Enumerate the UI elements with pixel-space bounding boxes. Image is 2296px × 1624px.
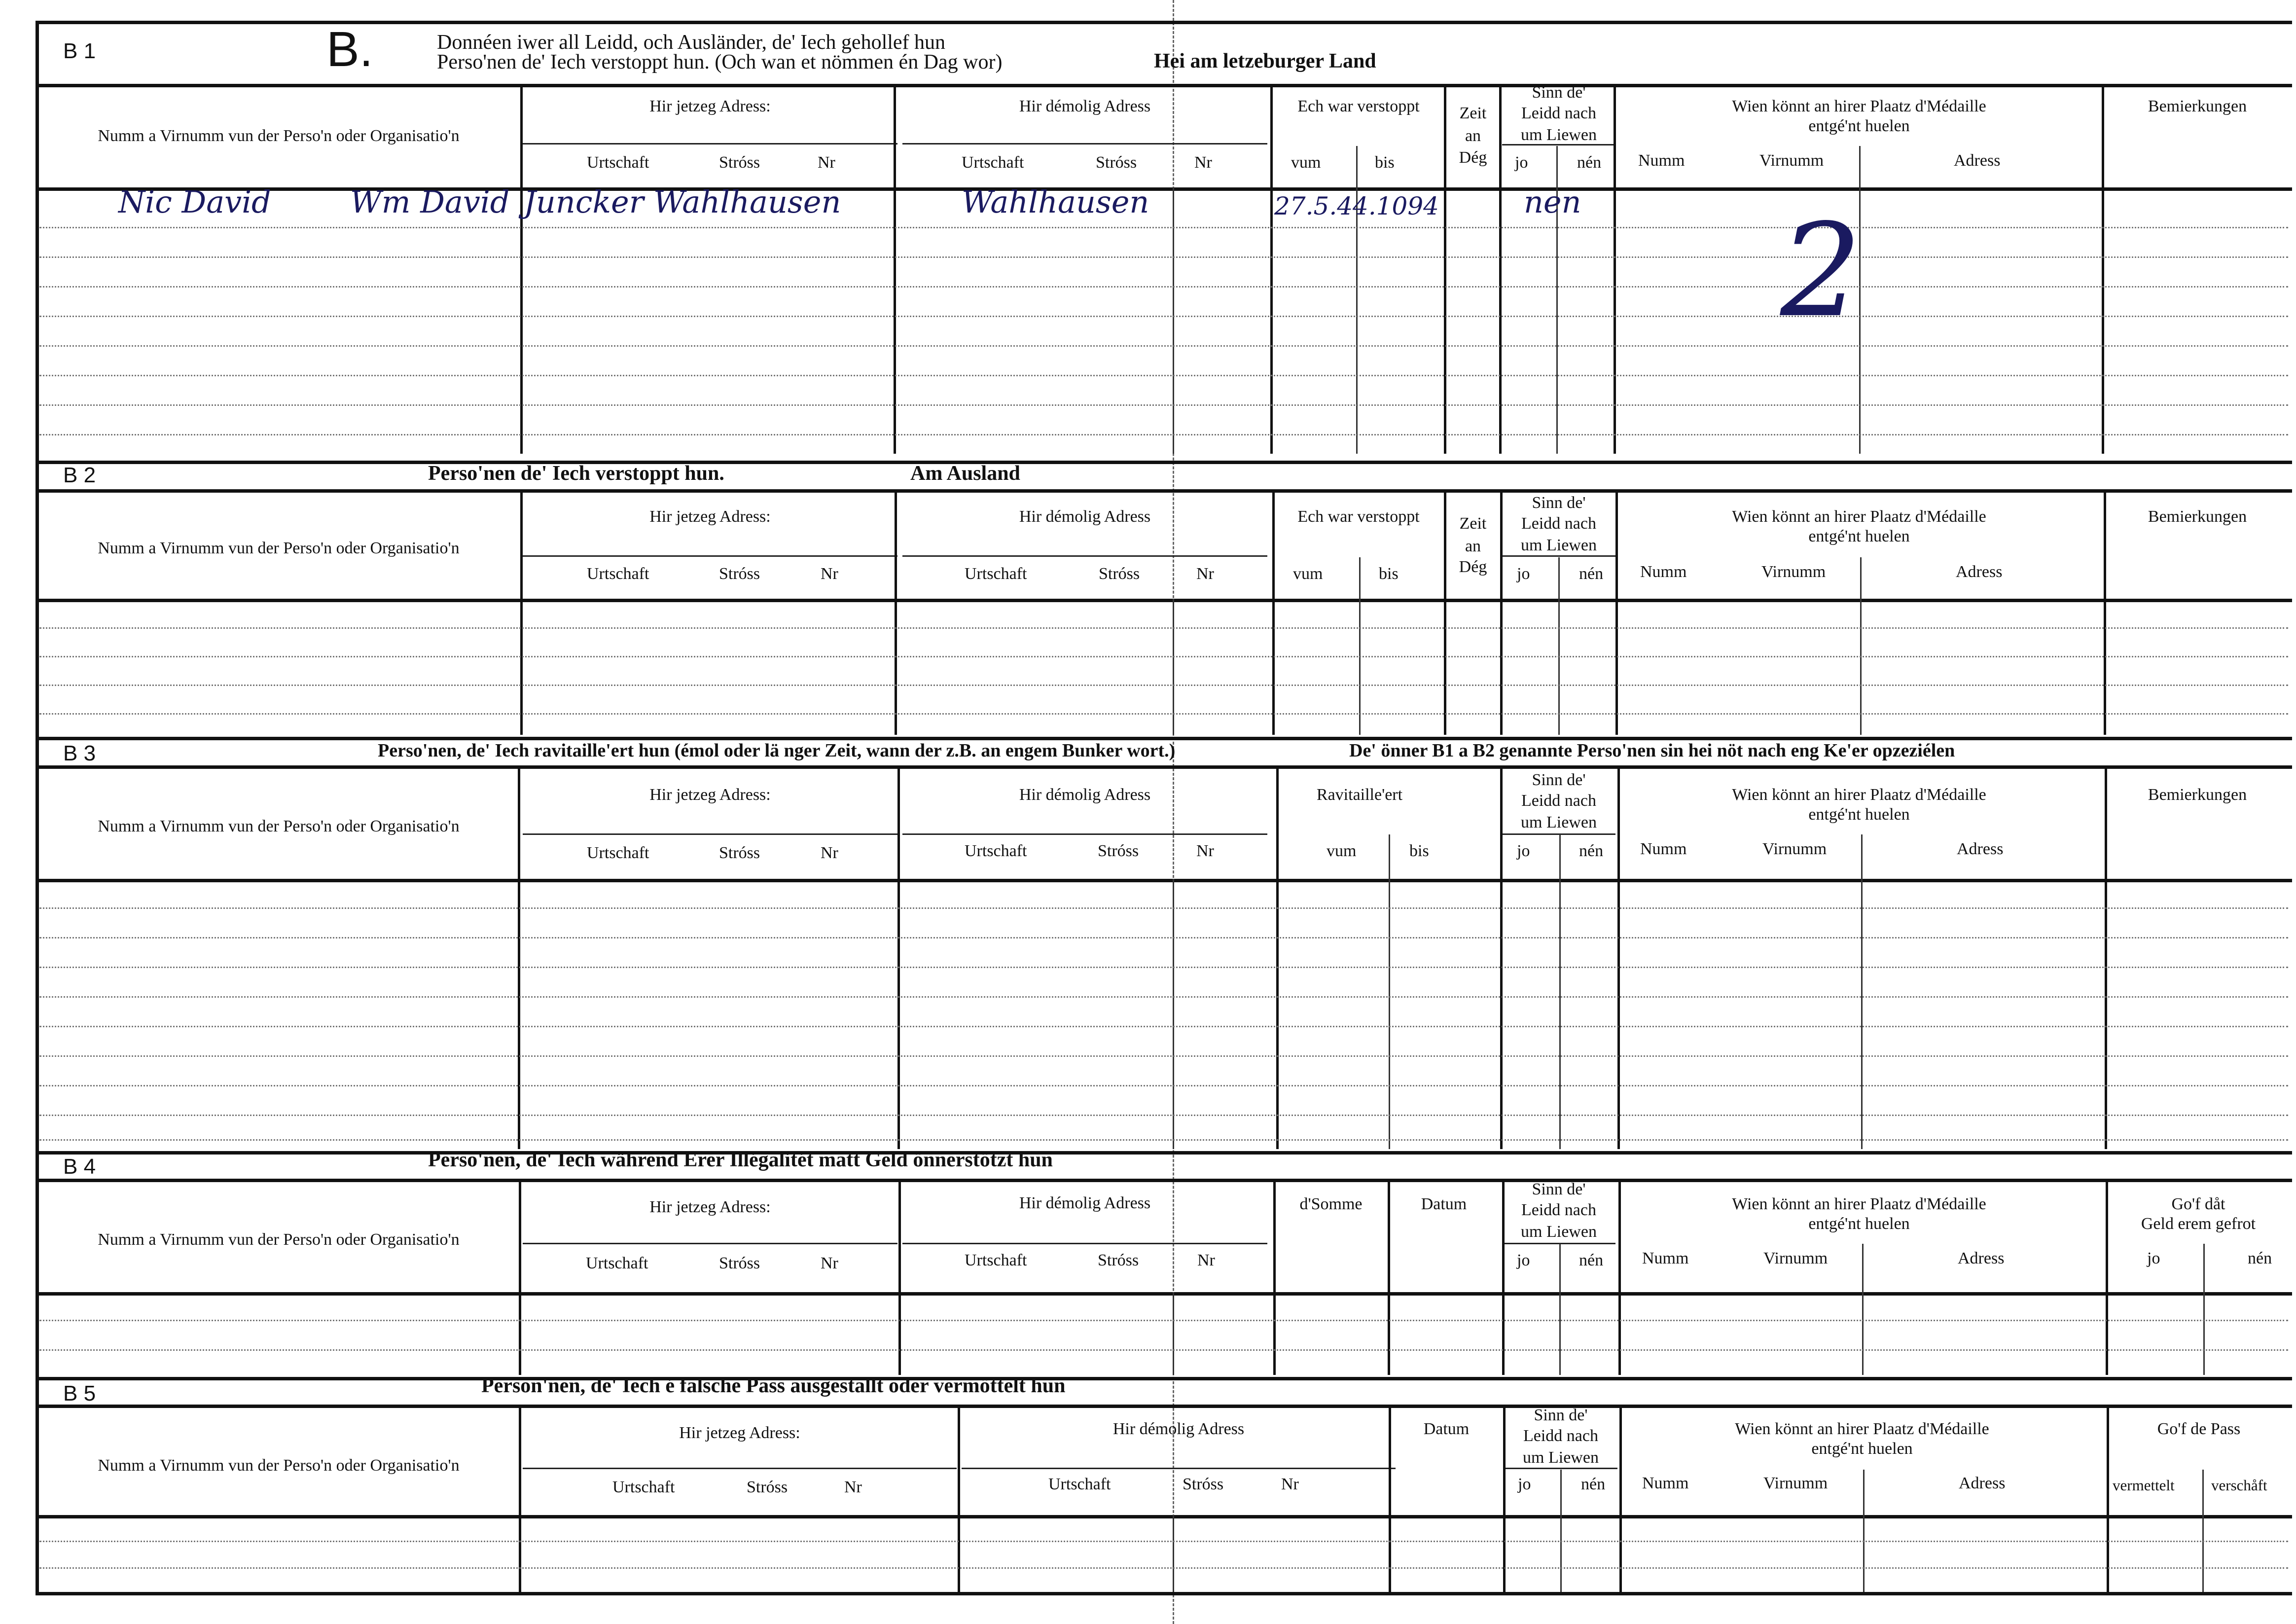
hidden-header: Ech war verstoppt: [1297, 507, 1420, 526]
sinn-label-3: um Liewen: [1521, 1223, 1597, 1241]
section-title: Person'nen, de' Iech é falsche Pass ausgestallt oder vermöttelt hun: [481, 1374, 1066, 1397]
current-address-header: Hir jetzeg Adress:: [649, 786, 771, 804]
medal-header-1: Wien könnt an hirer Plaatz d'Médaille: [1735, 1420, 1989, 1438]
entry-name: Nic David: [118, 184, 271, 220]
repaid-header-2: Geld erem gefrot: [2141, 1215, 2256, 1233]
zeit-label: Zeit: [1459, 514, 1487, 533]
jo-label: jo: [1518, 1475, 1531, 1493]
date-header: Datum: [1421, 1195, 1467, 1213]
former-address-header: Hir démolig Adress: [1019, 1194, 1151, 1212]
virnumm-label: Virnumm: [1761, 563, 1826, 581]
sinn-label-2: Leidd nach: [1521, 104, 1596, 122]
urtschaft-label: Urtschaft: [587, 844, 649, 862]
name-col-header: Numm a Virnumm vun der Perso'n oder Organisatio'n: [98, 539, 460, 557]
stross-label: Stróss: [1183, 1475, 1224, 1493]
virnumm-label: Virnumm: [1763, 1474, 1828, 1492]
sinn-label-1: Sinn de': [1532, 83, 1586, 102]
jo-label: jo: [1515, 153, 1528, 172]
entry-from-date: 27.5.44.1094: [1274, 192, 1439, 220]
adress-label: Adress: [1958, 1249, 2005, 1267]
form-letter: B.: [326, 22, 373, 77]
entry-name-2: Wm David: [350, 184, 510, 220]
current-address-header: Hir jetzeg Adress:: [649, 507, 771, 526]
nr-label: Nr: [818, 153, 835, 172]
sinn-label-1: Sinn de': [1532, 771, 1586, 789]
repaid-header-1: Go'f dåt: [2171, 1195, 2225, 1213]
urtschaft-label: Urtschaft: [587, 565, 649, 583]
numm-label: Numm: [1640, 840, 1687, 858]
virnumm-label: Virnumm: [1763, 1249, 1828, 1267]
section-title: Perso'nen, de' Iech während Erer Illégalitét matt Geld önnerstötzt hun: [428, 1149, 1053, 1171]
entry-current-address: Juncker Wahlhausen: [524, 184, 841, 220]
pass-header: Go'f de Pass: [2157, 1420, 2241, 1438]
nen-label: nén: [1581, 1475, 1606, 1493]
stross-label: Stróss: [719, 153, 760, 172]
current-address-header: Hir jetzeg Adress:: [679, 1424, 800, 1442]
sinn-label-3: um Liewen: [1521, 536, 1597, 554]
stross-label: Stróss: [719, 1254, 760, 1272]
nr-label: Nr: [1281, 1475, 1299, 1493]
urtschaft-label: Urtschaft: [965, 565, 1027, 583]
entry-alive-no: nen: [1524, 184, 1581, 220]
form-title-line2: Perso'nen de' Iech verstoppt hun. (Och wan et nömmen én Dag wor): [437, 51, 1003, 73]
form-title-line1: Donnéen iwer all Leidd, och Ausländer, de' Iech gehollef hun: [437, 31, 946, 54]
remarks-header: Bemierkungen: [2148, 507, 2247, 526]
stross-label: Stróss: [1098, 842, 1139, 860]
deg-label: Dég: [1459, 148, 1487, 167]
remarks-header: Bemierkungen: [2148, 786, 2247, 804]
nen-label: nén: [2248, 1249, 2272, 1267]
procured-label: verschåft: [2211, 1477, 2267, 1494]
stross-label: Stróss: [747, 1478, 788, 1496]
adress-label: Adress: [1954, 151, 2001, 170]
entry-former-address: Wahlhausen: [962, 184, 1149, 220]
name-col-header: Numm a Virnumm vun der Perso'n oder Organisatio'n: [98, 817, 460, 835]
medal-header-1: Wien könnt an hirer Plaatz d'Médaille: [1732, 1195, 1986, 1213]
numm-label: Numm: [1642, 1474, 1689, 1492]
bis-label: bis: [1409, 842, 1429, 860]
medal-header-2: entgé'nt huelen: [1811, 1440, 1913, 1458]
ravitaillement-header: Ravitaille'ert: [1316, 786, 1403, 804]
entry-mark: 2: [1780, 197, 1862, 346]
nr-label: Nr: [1196, 565, 1214, 583]
hidden-header: Ech war verstoppt: [1297, 97, 1420, 115]
section-title: Perso'nen de' Iech verstoppt hun.: [428, 462, 724, 485]
urtschaft-label: Urtschaft: [962, 153, 1024, 172]
section-id: B 3: [63, 741, 96, 765]
urtschaft-label: Urtschaft: [612, 1478, 675, 1496]
name-col-header: Numm a Virnumm vun der Perso'n oder Organisatio'n: [98, 127, 460, 145]
sinn-label-2: Leidd nach: [1521, 514, 1596, 533]
deg-label: Dég: [1459, 558, 1487, 576]
numm-label: Numm: [1638, 151, 1685, 170]
virnumm-label: Virnumm: [1762, 840, 1827, 858]
virnumm-label: Virnumm: [1759, 151, 1824, 170]
section-id: B 5: [63, 1381, 96, 1406]
name-col-header: Numm a Virnumm vun der Perso'n oder Organisatio'n: [98, 1230, 460, 1249]
numm-label: Numm: [1642, 1249, 1689, 1267]
section-id: B 4: [63, 1155, 96, 1179]
urtschaft-label: Urtschaft: [965, 1251, 1027, 1269]
sinn-label-2: Leidd nach: [1521, 792, 1596, 810]
nen-label: nén: [1579, 842, 1604, 860]
remarks-header: Bemierkungen: [2148, 97, 2247, 115]
section-id: B 1: [63, 39, 96, 63]
sinn-label-2: Leidd nach: [1521, 1201, 1596, 1219]
section-id: B 2: [63, 463, 96, 487]
name-col-header: Numm a Virnumm vun der Perso'n oder Organisatio'n: [98, 1456, 460, 1475]
sum-header: d'Somme: [1299, 1195, 1363, 1213]
urtschaft-label: Urtschaft: [965, 842, 1027, 860]
adress-label: Adress: [1956, 563, 2003, 581]
mediated-label: vermettelt: [2113, 1477, 2175, 1494]
nr-label: Nr: [821, 844, 838, 862]
stross-label: Stróss: [1099, 565, 1140, 583]
stross-label: Stróss: [1098, 1251, 1139, 1269]
jo-label: jo: [1517, 565, 1530, 583]
sinn-label-1: Sinn de': [1532, 1180, 1586, 1198]
former-address-header: Hir démolig Adress: [1019, 786, 1151, 804]
stross-label: Stróss: [719, 565, 760, 583]
section-title: Perso'nen, de' Iech ravitaille'ert hun (émol oder lä nger Zeit, wann der z.B. an engem Bunker wort.): [378, 740, 1176, 761]
bis-label: bis: [1379, 565, 1399, 583]
medal-header-2: entgé'nt huelen: [1808, 527, 1910, 545]
zeit-label: Zeit: [1459, 104, 1487, 122]
nr-label: Nr: [821, 1254, 838, 1272]
nr-label: Nr: [1196, 842, 1214, 860]
former-address-header: Hir démolig Adress: [1112, 1420, 1245, 1438]
jo-label: jo: [2147, 1249, 2160, 1267]
sinn-label-1: Sinn de': [1534, 1406, 1588, 1424]
sinn-label-2: Leidd nach: [1523, 1427, 1598, 1445]
section-title-end: De' önner B1 a B2 genannte Perso'nen sin hei nöt nach eng Ke'er opzeziélen: [1349, 740, 1955, 761]
vum-label: vum: [1327, 842, 1357, 860]
adress-label: Adress: [1959, 1474, 2006, 1492]
urtschaft-label: Urtschaft: [587, 153, 649, 172]
former-address-header: Hir démolig Adress: [1019, 97, 1151, 115]
adress-label: Adress: [1957, 840, 2004, 858]
stross-label: Stróss: [1096, 153, 1137, 172]
medal-header-2: entgé'nt huelen: [1808, 1215, 1910, 1233]
nen-label: nén: [1577, 153, 1602, 172]
urtschaft-label: Urtschaft: [1048, 1475, 1111, 1493]
medal-header-1: Wien könnt an hirer Plaatz d'Médaille: [1732, 507, 1986, 526]
medal-header-2: entgé'nt huelen: [1808, 117, 1910, 135]
medal-header-2: entgé'nt huelen: [1808, 805, 1910, 824]
nen-label: nén: [1579, 1251, 1604, 1269]
medal-header-1: Wien könnt an hirer Plaatz d'Médaille: [1732, 97, 1986, 115]
former-address-header: Hir démolig Adress: [1019, 507, 1151, 526]
section-title-end: Am Ausland: [910, 462, 1020, 485]
numm-label: Numm: [1640, 563, 1687, 581]
sinn-label-3: um Liewen: [1523, 1448, 1599, 1467]
sinn-label-3: um Liewen: [1521, 813, 1597, 831]
medal-header-1: Wien könnt an hirer Plaatz d'Médaille: [1732, 786, 1986, 804]
nr-label: Nr: [844, 1478, 862, 1496]
jo-label: jo: [1517, 842, 1530, 860]
bis-label: bis: [1375, 153, 1395, 172]
vum-label: vum: [1293, 565, 1323, 583]
nr-label: Nr: [1194, 153, 1212, 172]
sinn-label-3: um Liewen: [1521, 126, 1597, 144]
nr-label: Nr: [821, 565, 838, 583]
nen-label: nén: [1579, 565, 1604, 583]
sinn-label-1: Sinn de': [1532, 494, 1586, 512]
nr-label: Nr: [1197, 1251, 1215, 1269]
date-header: Datum: [1423, 1420, 1470, 1438]
jo-label: jo: [1517, 1251, 1530, 1269]
current-address-header: Hir jetzeg Adress:: [649, 1198, 771, 1216]
stross-label: Stróss: [719, 844, 760, 862]
current-address-header: Hir jetzeg Adress:: [649, 97, 771, 115]
urtschaft-label: Urtschaft: [586, 1254, 648, 1272]
an-label: an: [1465, 127, 1481, 145]
vum-label: vum: [1291, 153, 1321, 172]
form-title-line2-end: Hei am letzeburger Land: [1154, 50, 1376, 72]
an-label: an: [1465, 537, 1481, 555]
